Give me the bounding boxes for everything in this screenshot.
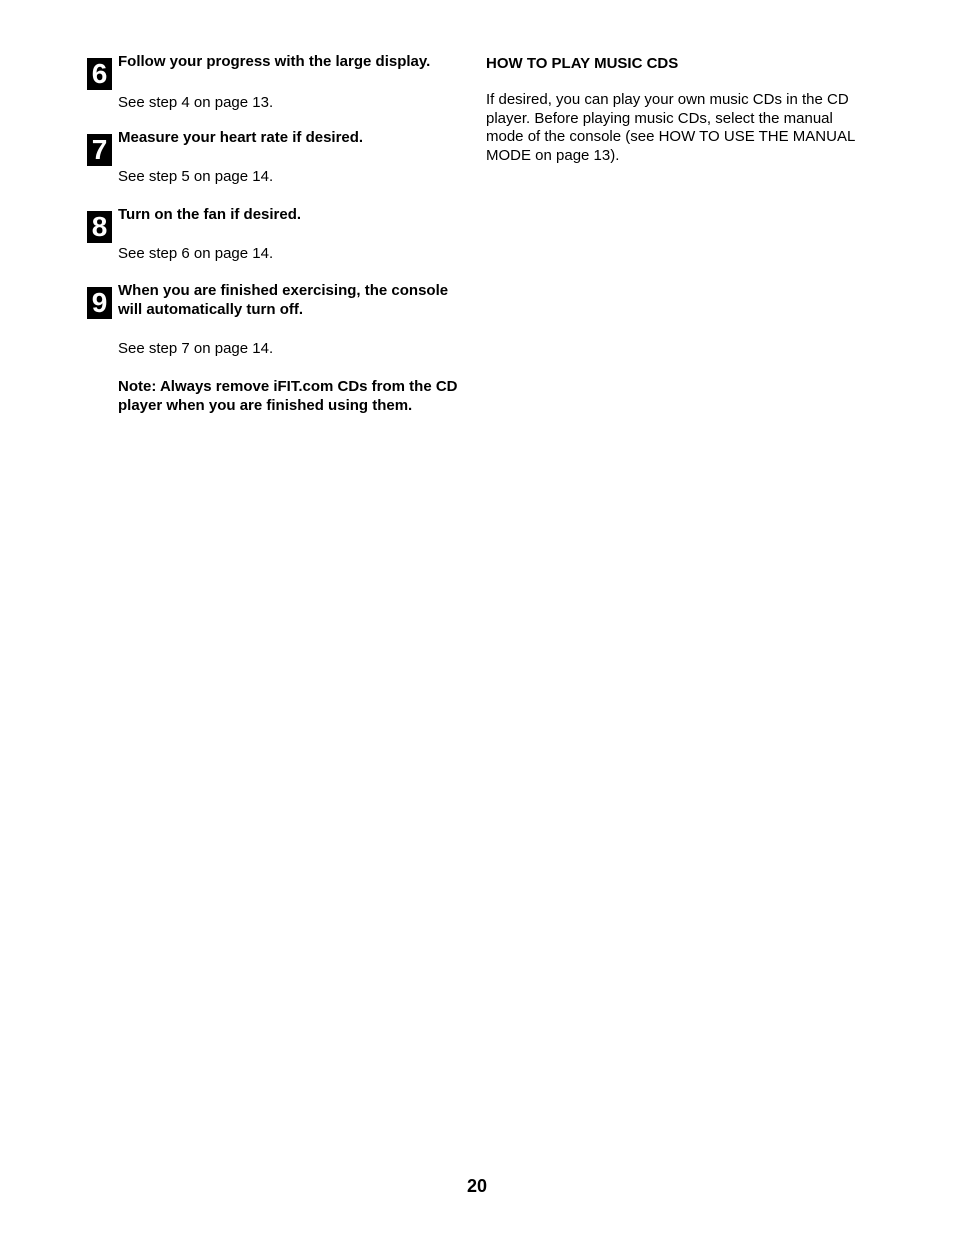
step-heading: Follow your progress with the large display. [118,53,431,70]
step-number-badge: 6 [87,58,112,90]
step-number-badge: 7 [87,134,112,166]
step-reference: See step 5 on page 14. [118,168,274,185]
section-heading: HOW TO PLAY MUSIC CDS [486,55,679,72]
step-reference: See step 7 on page 14. [118,340,274,357]
step-heading: Turn on the fan if desired. [118,206,302,223]
step-reference: See step 6 on page 14. [118,245,274,262]
step-heading: Measure your heart rate if desired. [118,129,364,146]
step-reference: See step 4 on page 13. [118,94,274,111]
music-cd-section [486,54,876,165]
step-heading: When you are finished exercising, the console will automatically turn off. [118,282,449,318]
page-number: 20 [466,1176,488,1196]
step-number-badge: 9 [87,287,112,319]
section-body: If desired, you can play your own music CDs in the CD player. Before playing music CDs, select the manual mode of the console (see HOW TO USE THE MANUAL MODE on page 13). [486,91,855,164]
cd-removal-note: Note: Always remove iFIT.com CDs from the CD player when you are finished using them. [118,378,458,414]
step-number-badge: 8 [87,211,112,243]
